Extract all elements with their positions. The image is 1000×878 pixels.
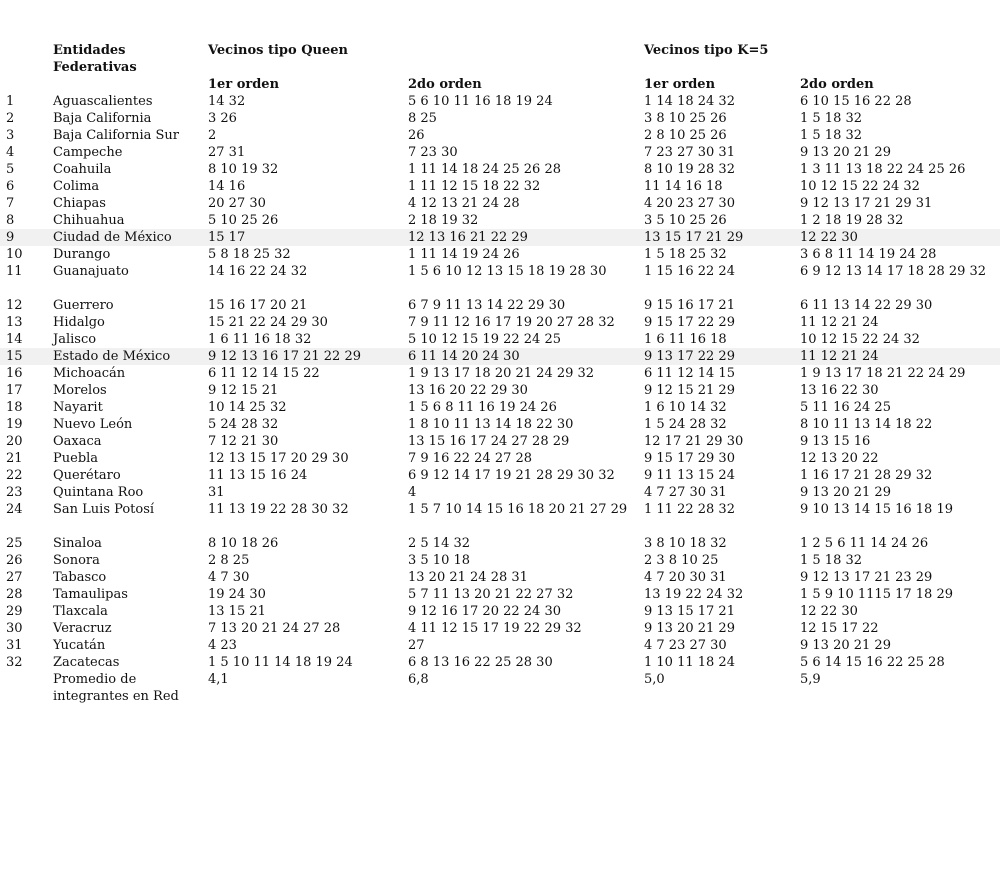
entity-name: Quintana Roo: [53, 485, 144, 500]
table-row: [0, 161, 1000, 178]
k5-second-order-cell: 9 13 20 21 29: [800, 145, 891, 160]
table-row: [0, 127, 1000, 144]
queen-second-order-cell: 6 8 13 16 22 25 28 30: [408, 655, 553, 670]
k5-first-order-cell: 9 13 15 17 21: [644, 604, 735, 619]
row-number: 32: [6, 655, 23, 670]
row-number: 5: [6, 162, 15, 177]
table-row: [0, 365, 1000, 382]
queen-second-order-cell: 3 5 10 18: [408, 553, 471, 568]
queen-first-order-cell: 14 16: [208, 179, 246, 194]
queen-first-order-cell: 9 12 13 16 17 21 22 29: [208, 349, 361, 364]
entity-name: Veracruz: [53, 621, 112, 636]
k5-first-order-cell: 12 17 21 29 30: [644, 434, 744, 449]
row-number: 9: [6, 230, 15, 245]
k5-second-order-header: 2do orden: [800, 77, 874, 92]
queen-second-order-cell: 7 9 16 22 24 27 28: [408, 451, 533, 466]
row-number: 24: [6, 502, 23, 517]
table-row: [0, 416, 1000, 433]
table-row: [0, 586, 1000, 603]
row-number: 28: [6, 587, 23, 602]
k5-second-order-cell: 13 16 22 30: [800, 383, 879, 398]
queen-first-order-cell: 5 8 18 25 32: [208, 247, 291, 262]
entity-column-header: Entidades Federativas: [53, 43, 137, 75]
k5-first-order-cell: 4 7 23 27 30: [644, 638, 727, 653]
k5-second-order-cell: 9 12 13 17 21 29 31: [800, 196, 933, 211]
table-row: [0, 467, 1000, 484]
queen-first-order-header: 1er orden: [208, 77, 280, 92]
k5-first-order-cell: 2 3 8 10 25: [644, 553, 719, 568]
queen-first-order-cell: 15 17: [208, 230, 246, 245]
queen-first-order-cell: 8 10 19 32: [208, 162, 279, 177]
k5-second-order-cell: 8 10 11 13 14 18 22: [800, 417, 933, 432]
k5-second-order-cell: 1 3 11 13 18 22 24 25 26: [800, 162, 966, 177]
queen-second-order-cell: 1 5 7 10 14 15 16 18 20 21 27 29: [408, 502, 628, 517]
entity-name: Hidalgo: [53, 315, 105, 330]
entity-name: Guanajuato: [53, 264, 129, 279]
entity-name: Sonora: [53, 553, 100, 568]
k5-neighbors-header: Vecinos tipo K=5: [644, 43, 769, 58]
k5-first-order-cell: 9 15 16 17 21: [644, 298, 735, 313]
k5-first-order-cell: 9 12 15 21 29: [644, 383, 735, 398]
entity-name: Tlaxcala: [53, 604, 108, 619]
table-row: [0, 246, 1000, 263]
table-row: [0, 433, 1000, 450]
row-number: 3: [6, 128, 15, 143]
k5-first-order-cell: 9 13 17 22 29: [644, 349, 735, 364]
queen-second-order-cell: 13 20 21 24 28 31: [408, 570, 528, 585]
queen-second-order-cell: 1 11 14 19 24 26: [408, 247, 520, 262]
entity-name: Michoacán: [53, 366, 126, 381]
k5-first-order-cell: 3 8 10 18 32: [644, 536, 727, 551]
entity-name: Morelos: [53, 383, 107, 398]
table-row: [0, 297, 1000, 314]
table-row: [0, 637, 1000, 654]
queen-first-order-cell: 5 24 28 32: [208, 417, 279, 432]
row-number: 16: [6, 366, 23, 381]
queen-first-order-cell: 7 13 20 21 24 27 28: [208, 621, 341, 636]
k5-second-order-cell: 1 5 9 10 1115 17 18 29: [800, 587, 953, 602]
entity-name: Sinaloa: [53, 536, 102, 551]
queen-second-order-cell: 6 11 14 20 24 30: [408, 349, 520, 364]
entity-name: Aguascalientes: [53, 94, 153, 109]
row-number: 21: [6, 451, 23, 466]
queen-first-order-cell: 19 24 30: [208, 587, 266, 602]
entity-name: Chiapas: [53, 196, 106, 211]
k5-first-order-cell: 11 14 16 18: [644, 179, 723, 194]
neighbors-table: [0, 40, 1000, 705]
row-number: 4: [6, 145, 15, 160]
entity-name: Jalisco: [53, 332, 97, 347]
table-row: [0, 569, 1000, 586]
queen-first-order-cell: 5 10 25 26: [208, 213, 279, 228]
table-row: [0, 348, 1000, 365]
row-number: 15: [6, 349, 23, 364]
queen-second-order-cell: 4: [408, 485, 417, 500]
k5-second-order-cell: 3 6 8 11 14 19 24 28: [800, 247, 937, 262]
k5-first-order-cell: 1 6 11 16 18: [644, 332, 727, 347]
k5-first-order-cell: 1 5 18 25 32: [644, 247, 727, 262]
row-number: 14: [6, 332, 23, 347]
queen-first-order-cell: 8 10 18 26: [208, 536, 279, 551]
queen-first-order-cell: 2 8 25: [208, 553, 250, 568]
k5-first-order-cell: 9 15 17 29 30: [644, 451, 735, 466]
queen-second-order-cell: 1 11 12 15 18 22 32: [408, 179, 541, 194]
queen-first-order-cell: 14 32: [208, 94, 246, 109]
row-number: 23: [6, 485, 23, 500]
k5-second-order-cell: 5 11 16 24 25: [800, 400, 891, 415]
k5-first-order-cell: 4 7 27 30 31: [644, 485, 727, 500]
table-row: [0, 620, 1000, 637]
row-number: 12: [6, 298, 23, 313]
k5-second-order-cell: 1 5 18 32: [800, 553, 863, 568]
queen-second-order-cell: 2 18 19 32: [408, 213, 479, 228]
queen-first-order-cell: 6 11 12 14 15 22: [208, 366, 320, 381]
entity-name: Durango: [53, 247, 111, 262]
table-row: [0, 212, 1000, 229]
queen-first-order-cell: 1 5 10 11 14 18 19 24: [208, 655, 353, 670]
queen-first-order-cell: 4 7 30: [208, 570, 250, 585]
row-number: 31: [6, 638, 23, 653]
k5-first-order-cell: 2 8 10 25 26: [644, 128, 727, 143]
queen-first-order-cell: 11 13 19 22 28 30 32: [208, 502, 349, 517]
entity-name: Coahuila: [53, 162, 112, 177]
k5-first-order-cell: 1 6 10 14 32: [644, 400, 727, 415]
entity-name: Estado de México: [53, 349, 171, 364]
queen-first-order-cell: 15 21 22 24 29 30: [208, 315, 328, 330]
k5-second-order-cell: 10 12 15 22 24 32: [800, 332, 920, 347]
table-row: [0, 263, 1000, 297]
entity-name: Tamaulipas: [53, 587, 128, 602]
queen-second-order-cell: 7 23 30: [408, 145, 458, 160]
queen-second-order-cell: 9 12 16 17 20 22 24 30: [408, 604, 561, 619]
k5-first-order-cell: 1 10 11 18 24: [644, 655, 735, 670]
k5-second-order-cell: 6 10 15 16 22 28: [800, 94, 912, 109]
k5-first-order-cell: 13 19 22 24 32: [644, 587, 744, 602]
table-row: [0, 314, 1000, 331]
row-number: 29: [6, 604, 23, 619]
k5-first-order-cell: 1 5 24 28 32: [644, 417, 727, 432]
queen-neighbors-header: Vecinos tipo Queen: [208, 43, 348, 58]
table-row: [0, 382, 1000, 399]
queen-first-order-cell: 11 13 15 16 24: [208, 468, 308, 483]
queen-first-order-cell: 13 15 21: [208, 604, 266, 619]
row-number: 7: [6, 196, 15, 211]
entity-name: Nuevo León: [53, 417, 133, 432]
entity-name: Colima: [53, 179, 100, 194]
queen-second-order-cell: 4 11 12 15 17 19 22 29 32: [408, 621, 582, 636]
table-row: [0, 654, 1000, 671]
k5-second-order-cell: 1 2 18 19 28 32: [800, 213, 904, 228]
k5-second-order-cell: 12 15 17 22: [800, 621, 879, 636]
k5-second-order-cell: 5,9: [800, 672, 821, 687]
k5-second-order-cell: 12 13 20 22: [800, 451, 879, 466]
k5-second-order-cell: 9 13 20 21 29: [800, 638, 891, 653]
queen-second-order-cell: 12 13 16 21 22 29: [408, 230, 528, 245]
table-row: [0, 501, 1000, 535]
k5-first-order-cell: 4 7 20 30 31: [644, 570, 727, 585]
queen-second-order-cell: 6 7 9 11 13 14 22 29 30: [408, 298, 566, 313]
table-row: [0, 229, 1000, 246]
queen-first-order-cell: 31: [208, 485, 225, 500]
k5-first-order-cell: 3 5 10 25 26: [644, 213, 727, 228]
k5-second-order-cell: 11 12 21 24: [800, 349, 879, 364]
queen-second-order-cell: 6,8: [408, 672, 429, 687]
k5-second-order-cell: 5 6 14 15 16 22 25 28: [800, 655, 945, 670]
entity-name: Nayarit: [53, 400, 103, 415]
queen-second-order-cell: 1 9 13 17 18 20 21 24 29 32: [408, 366, 595, 381]
row-number: 1: [6, 94, 15, 109]
row-number: 8: [6, 213, 15, 228]
queen-second-order-cell: 26: [408, 128, 425, 143]
k5-second-order-cell: 12 22 30: [800, 604, 858, 619]
queen-first-order-cell: 1 6 11 16 18 32: [208, 332, 312, 347]
entity-name: Ciudad de México: [53, 230, 172, 245]
k5-second-order-cell: 6 9 12 13 14 17 18 28 29 32: [800, 264, 987, 279]
k5-first-order-header: 1er orden: [644, 77, 716, 92]
k5-second-order-cell: 6 11 13 14 22 29 30: [800, 298, 933, 313]
queen-second-order-cell: 1 5 6 10 12 13 15 18 19 28 30: [408, 264, 607, 279]
queen-second-order-cell: 5 7 11 13 20 21 22 27 32: [408, 587, 574, 602]
k5-second-order-cell: 12 22 30: [800, 230, 858, 245]
row-number: 26: [6, 553, 23, 568]
queen-second-order-cell: 8 25: [408, 111, 437, 126]
row-number: 2: [6, 111, 15, 126]
queen-second-order-cell: 13 15 16 17 24 27 28 29: [408, 434, 570, 449]
entity-name: San Luis Potosí: [53, 502, 155, 517]
row-number: 18: [6, 400, 23, 415]
queen-second-order-cell: 6 9 12 14 17 19 21 28 29 30 32: [408, 468, 615, 483]
queen-first-order-cell: 27 31: [208, 145, 246, 160]
entity-name: Campeche: [53, 145, 123, 160]
row-number: 27: [6, 570, 23, 585]
entity-name: Puebla: [53, 451, 99, 466]
row-number: 22: [6, 468, 23, 483]
k5-second-order-cell: 9 10 13 14 15 16 18 19: [800, 502, 953, 517]
k5-first-order-cell: 3 8 10 25 26: [644, 111, 727, 126]
table-row: [0, 450, 1000, 467]
table-body: [0, 93, 1000, 705]
row-number: 17: [6, 383, 23, 398]
k5-first-order-cell: 13 15 17 21 29: [644, 230, 744, 245]
k5-first-order-cell: 9 15 17 22 29: [644, 315, 735, 330]
row-number: 11: [6, 264, 23, 279]
k5-first-order-cell: 4 20 23 27 30: [644, 196, 735, 211]
entity-name: Zacatecas: [53, 655, 120, 670]
queen-second-order-cell: 1 8 10 11 13 14 18 22 30: [408, 417, 574, 432]
table-row: [0, 603, 1000, 620]
row-number: 25: [6, 536, 23, 551]
entity-name: Tabasco: [53, 570, 107, 585]
k5-first-order-cell: 1 14 18 24 32: [644, 94, 735, 109]
k5-first-order-cell: 1 11 22 28 32: [644, 502, 735, 517]
row-number: 6: [6, 179, 15, 194]
k5-second-order-cell: 10 12 15 22 24 32: [800, 179, 920, 194]
entity-name: Chihuahua: [53, 213, 125, 228]
queen-second-order-cell: 5 6 10 11 16 18 19 24: [408, 94, 553, 109]
table-header-row: [0, 40, 1000, 76]
row-number: 10: [6, 247, 23, 262]
queen-first-order-cell: 4,1: [208, 672, 229, 687]
k5-second-order-cell: 1 9 13 17 18 21 22 24 29: [800, 366, 966, 381]
row-number: 13: [6, 315, 23, 330]
k5-first-order-cell: 8 10 19 28 32: [644, 162, 735, 177]
entity-name: Baja California Sur: [53, 128, 179, 143]
entity-name: Oaxaca: [53, 434, 102, 449]
queen-second-order-cell: 7 9 11 12 16 17 19 20 27 28 32: [408, 315, 615, 330]
queen-second-order-cell: 27: [408, 638, 425, 653]
k5-first-order-cell: 5,0: [644, 672, 665, 687]
k5-first-order-cell: 9 11 13 15 24: [644, 468, 735, 483]
k5-first-order-cell: 1 15 16 22 24: [644, 264, 735, 279]
k5-second-order-cell: 1 2 5 6 11 14 24 26: [800, 536, 929, 551]
queen-second-order-cell: 1 5 6 8 11 16 19 24 26: [408, 400, 557, 415]
table-row: [0, 195, 1000, 212]
k5-second-order-cell: 9 12 13 17 21 23 29: [800, 570, 933, 585]
k5-first-order-cell: 9 13 20 21 29: [644, 621, 735, 636]
queen-first-order-cell: 7 12 21 30: [208, 434, 279, 449]
entity-name: Baja California: [53, 111, 152, 126]
queen-second-order-cell: 2 5 14 32: [408, 536, 471, 551]
queen-second-order-cell: 4 12 13 21 24 28: [408, 196, 520, 211]
queen-first-order-cell: 2: [208, 128, 217, 143]
table-row: [0, 93, 1000, 110]
entity-name: Guerrero: [53, 298, 114, 313]
entity-name: Promedio de integrantes en Red: [53, 672, 179, 704]
k5-second-order-cell: 1 5 18 32: [800, 128, 863, 143]
table-row: [0, 331, 1000, 348]
queen-second-order-cell: 1 11 14 18 24 25 26 28: [408, 162, 561, 177]
row-number: 30: [6, 621, 23, 636]
table-row: [0, 110, 1000, 127]
entity-name: Querétaro: [53, 468, 121, 483]
table-row: [0, 535, 1000, 552]
k5-second-order-cell: 9 13 15 16: [800, 434, 871, 449]
queen-first-order-cell: 9 12 15 21: [208, 383, 279, 398]
queen-second-order-header: 2do orden: [408, 77, 482, 92]
queen-second-order-cell: 13 16 20 22 29 30: [408, 383, 528, 398]
order-header-row: [0, 76, 1000, 93]
queen-first-order-cell: 4 23: [208, 638, 237, 653]
table-row: [0, 552, 1000, 569]
table-row: [0, 399, 1000, 416]
queen-first-order-cell: 20 27 30: [208, 196, 266, 211]
k5-second-order-cell: 9 13 20 21 29: [800, 485, 891, 500]
row-number: 19: [6, 417, 23, 432]
table-row: [0, 484, 1000, 501]
k5-second-order-cell: 11 12 21 24: [800, 315, 879, 330]
queen-first-order-cell: 10 14 25 32: [208, 400, 287, 415]
queen-second-order-cell: 5 10 12 15 19 22 24 25: [408, 332, 561, 347]
queen-first-order-cell: 15 16 17 20 21: [208, 298, 308, 313]
row-number: 20: [6, 434, 23, 449]
entity-name: Yucatán: [53, 638, 106, 653]
table-row: [0, 144, 1000, 161]
queen-first-order-cell: 14 16 22 24 32: [208, 264, 308, 279]
queen-first-order-cell: 12 13 15 17 20 29 30: [208, 451, 349, 466]
table-row: [0, 671, 1000, 705]
k5-second-order-cell: 1 16 17 21 28 29 32: [800, 468, 933, 483]
queen-first-order-cell: 3 26: [208, 111, 237, 126]
k5-second-order-cell: 1 5 18 32: [800, 111, 863, 126]
k5-first-order-cell: 7 23 27 30 31: [644, 145, 735, 160]
k5-first-order-cell: 6 11 12 14 15: [644, 366, 735, 381]
table-row: [0, 178, 1000, 195]
